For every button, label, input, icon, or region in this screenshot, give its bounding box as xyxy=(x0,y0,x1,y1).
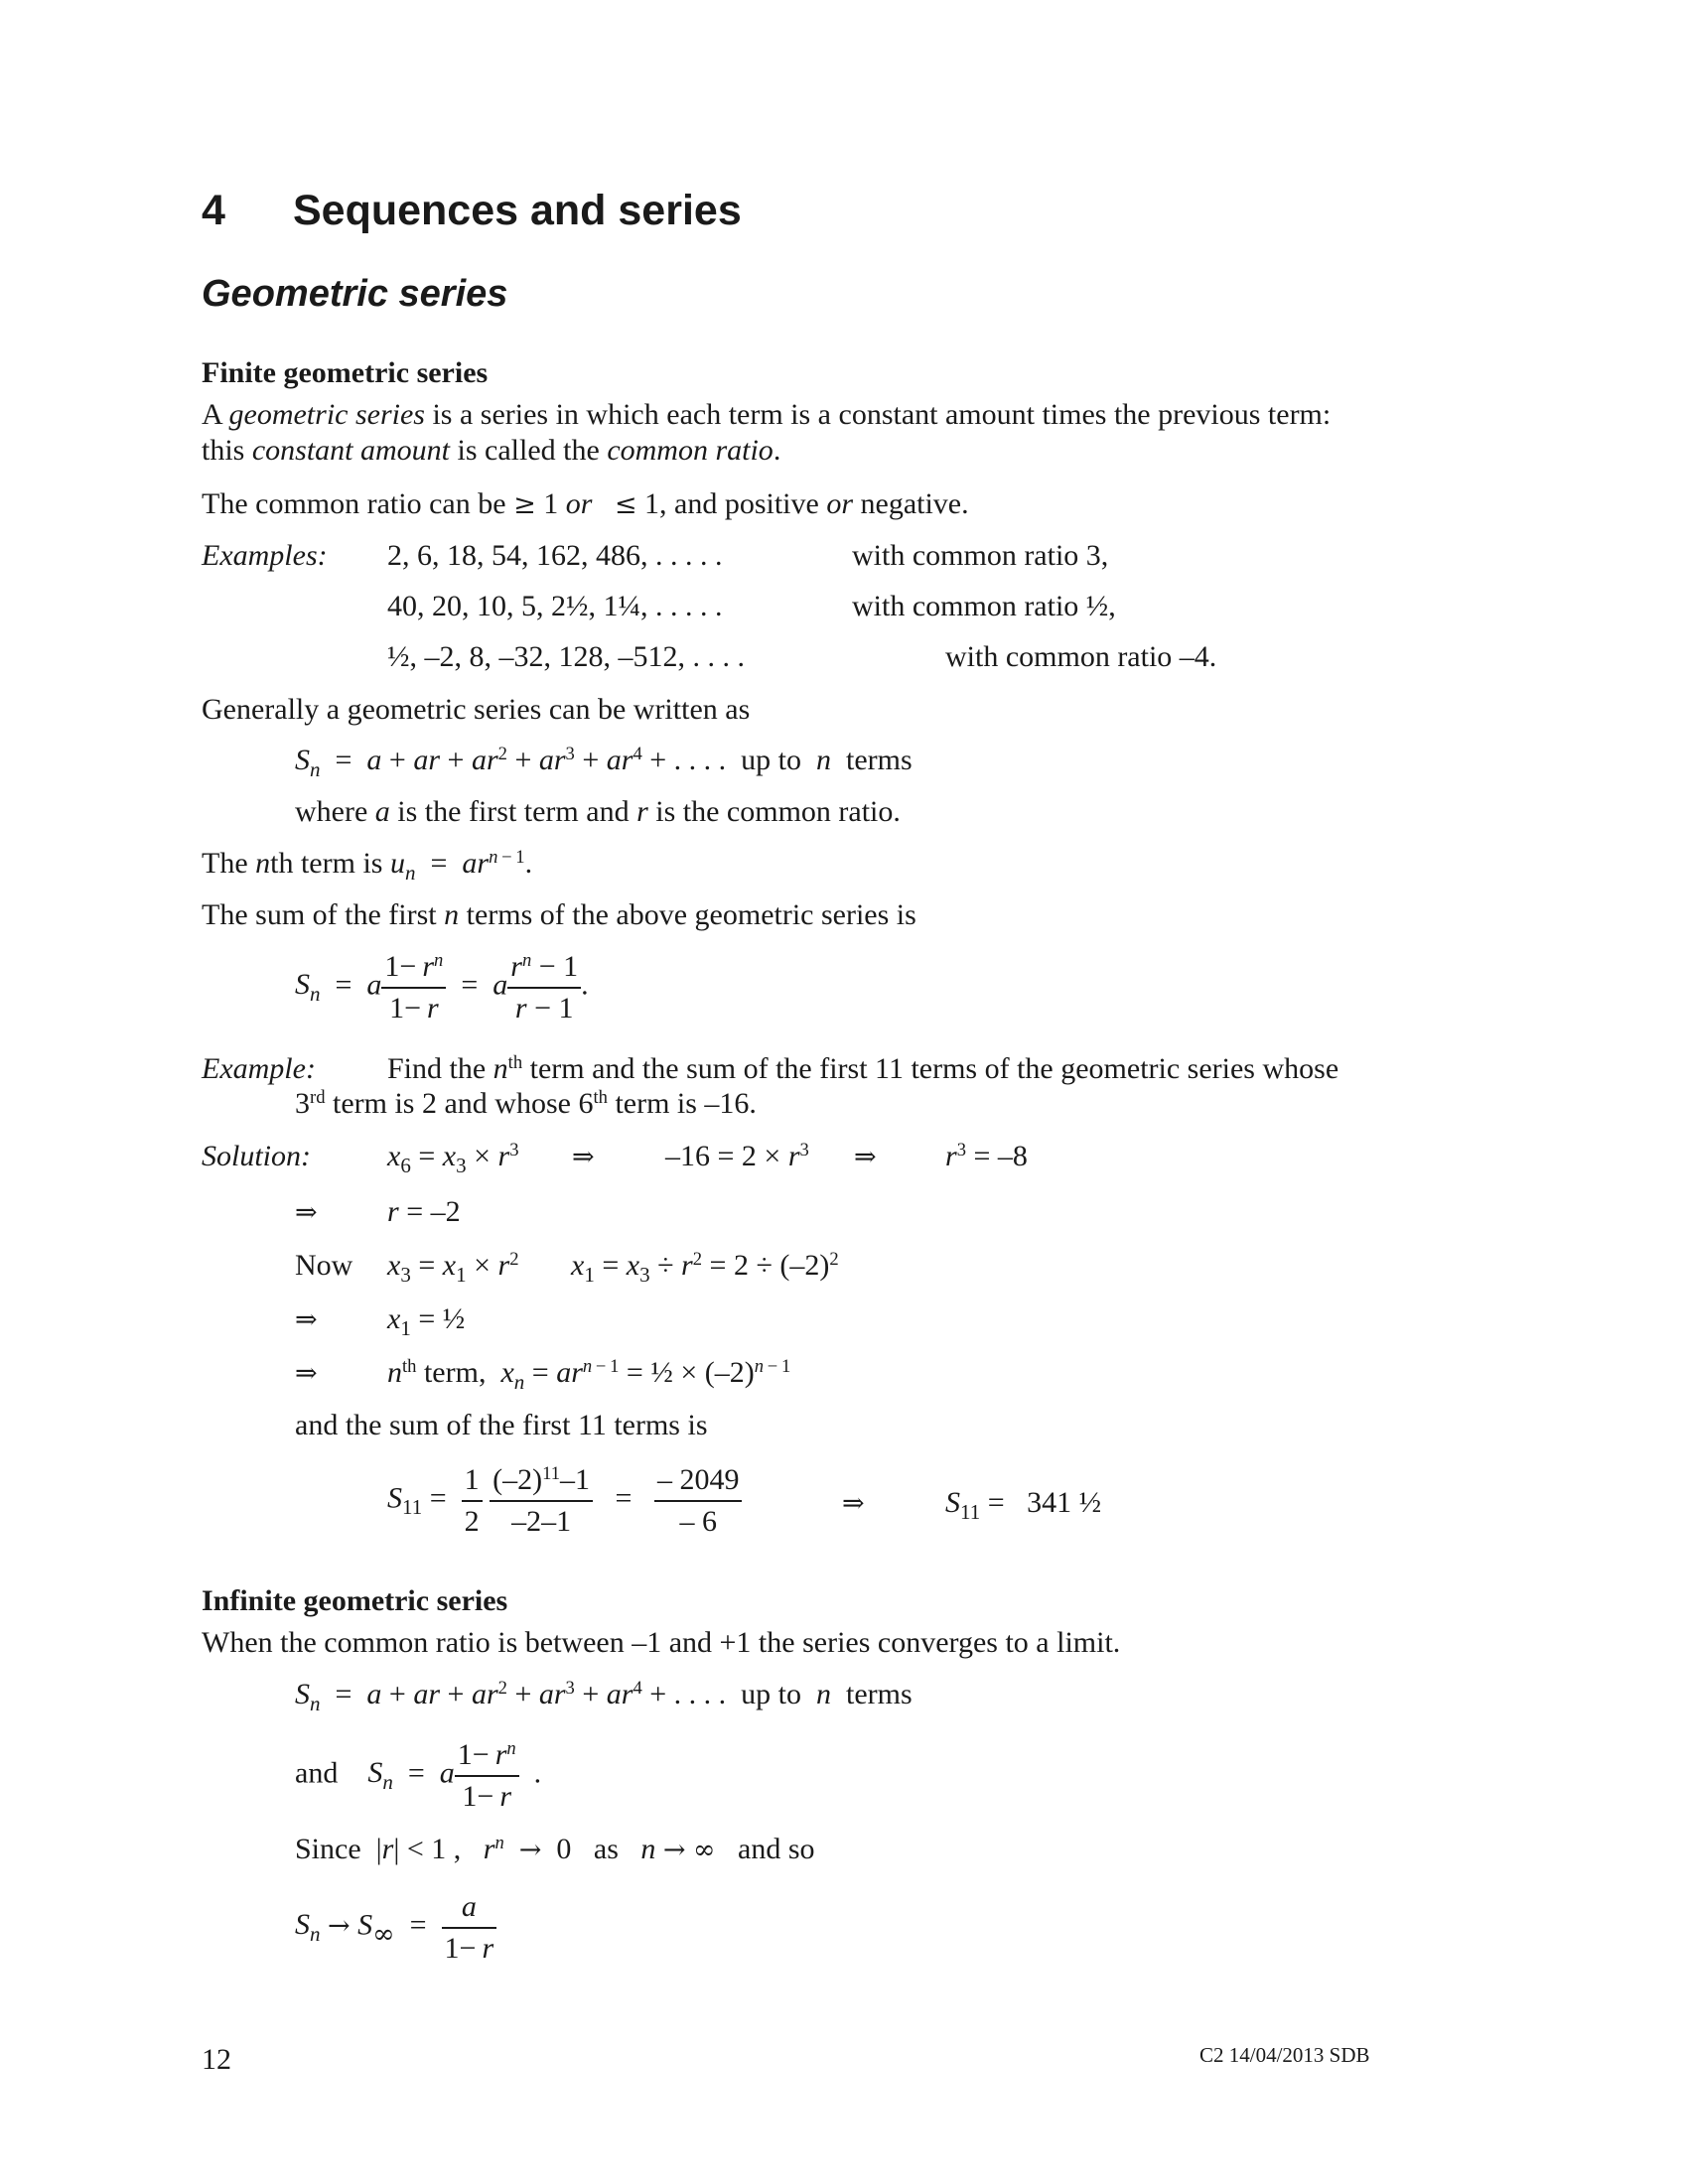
infinite-sum-formula: and $S_n = a$ $\frac{1- r^n}{1- r}$ . xyxy=(295,1737,542,1813)
solution-x3-relation: $x_3 = x_1 \times r^2$ xyxy=(387,1248,519,1287)
solution-x1-value: $x_1$ = ½ xyxy=(387,1302,466,1340)
ratio-line: The common ratio can be ≥ 1 or ≤ 1, and positive or negative. xyxy=(202,487,969,520)
implies-icon: ⇒ xyxy=(842,1488,865,1519)
page-number: 12 xyxy=(202,2043,231,2076)
series-formula: $S_n = a$ + ar + $ar^2 + ar^3 + ar^4$ + . . . . up to n terms xyxy=(295,743,913,781)
chapter-number: 4 xyxy=(202,187,225,234)
solution-step-2: $-16 = 2 \times r^3$ xyxy=(665,1139,809,1172)
example-sequence-2: 40, 20, 10, 5, 2½, 1¼, . . . . . xyxy=(387,590,723,622)
example-label: Example: xyxy=(202,1052,316,1085)
chapter-title: Sequences and series xyxy=(293,187,742,234)
general-form-text: Generally a geometric series can be written as xyxy=(202,693,751,726)
implies-icon: ⇒ xyxy=(295,1304,318,1335)
infinite-series-formula: $S_n = a$ + ar + $ar^2 + ar^3 + ar^4$ + . . . . up to n terms xyxy=(295,1677,913,1715)
example-sequence-3: ½, –2, 8, –32, 128, –512, . . . . xyxy=(387,640,745,673)
example-ratio-3: with common ratio –4. xyxy=(945,640,1217,673)
example-ratio-1: with common ratio 3, xyxy=(852,539,1109,572)
infinite-limit-formula: $S_n \to S_\infty$ = $\frac{a}{1- r}$ xyxy=(295,1891,496,1964)
example-ratio-2: with common ratio ½, xyxy=(852,590,1116,622)
where-line: where a is the first term and r is the common ratio. xyxy=(295,795,901,828)
solution-nth-term: $n^{th}$ term, $x_n = ar^{n - 1}$ = ½ × $(-2)^{n - 1}$ xyxy=(387,1355,791,1394)
examples-label: Examples: xyxy=(202,539,328,572)
infinite-heading: Infinite geometric series xyxy=(202,1584,508,1617)
solution-sum-text: and the sum of the first 11 terms is xyxy=(295,1409,708,1441)
definition-line-2: this constant amount is called the common ratio. xyxy=(202,434,781,467)
solution-step-3: $r^3 = -8$ xyxy=(945,1139,1028,1172)
example-text-line-1: Find the $n^{th}$ term and the sum of the first 11 terms of the geometric series whose xyxy=(387,1051,1339,1085)
sum-line: The sum of the first n terms of the above geometric series is xyxy=(202,898,916,931)
solution-x1-calc: $x_1 = x_3 \div r^2 = 2 \div (-2)^2$ xyxy=(571,1248,839,1287)
implies-icon: ⇒ xyxy=(295,1197,318,1228)
now-label: Now xyxy=(295,1249,353,1282)
solution-r-value: r = –2 xyxy=(387,1195,461,1228)
s11-calculation: $S_{11}$ = $\frac{1}{2}$ $\frac{(-2)^{11}-1}{-2-1}$ = $\frac{- 2049}{- 6}$ xyxy=(387,1464,742,1537)
definition-line-1: A geometric series is a series in which each term is a constant amount times the previous term: xyxy=(202,398,1332,431)
example-text-line-2: 3rd term is 2 and whose 6th term is –16. xyxy=(295,1086,757,1120)
finite-heading: Finite geometric series xyxy=(202,356,489,389)
footer-reference: C2 14/04/2013 SDB xyxy=(1199,2043,1370,2067)
implies-icon: ⇒ xyxy=(295,1358,318,1389)
example-sequence-1: 2, 6, 18, 54, 162, 486, . . . . . xyxy=(387,539,723,572)
implies-icon: ⇒ xyxy=(854,1142,877,1172)
implies-icon: ⇒ xyxy=(572,1142,595,1172)
solution-label: Solution: xyxy=(202,1140,311,1172)
sum-formula: $S_n = a$ $\frac{1- r^n}{1- r}$ = a $\frac{r^n - 1}{r - 1}$ . xyxy=(295,949,589,1024)
limit-condition: Since |r| < 1 , $r^n \to 0$ as n → ∞ and so xyxy=(295,1832,815,1865)
section-title: Geometric series xyxy=(202,273,508,315)
infinite-intro: When the common ratio is between –1 and +1 the series converges to a limit. xyxy=(202,1626,1121,1659)
solution-step-1: $x_6 = x_3 \times r^3$ xyxy=(387,1139,519,1177)
nth-term-line: The nth term is $u_n = ar^{n - 1}$. xyxy=(202,846,533,885)
s11-result: $S_{11} = 341$ ½ xyxy=(945,1486,1102,1524)
